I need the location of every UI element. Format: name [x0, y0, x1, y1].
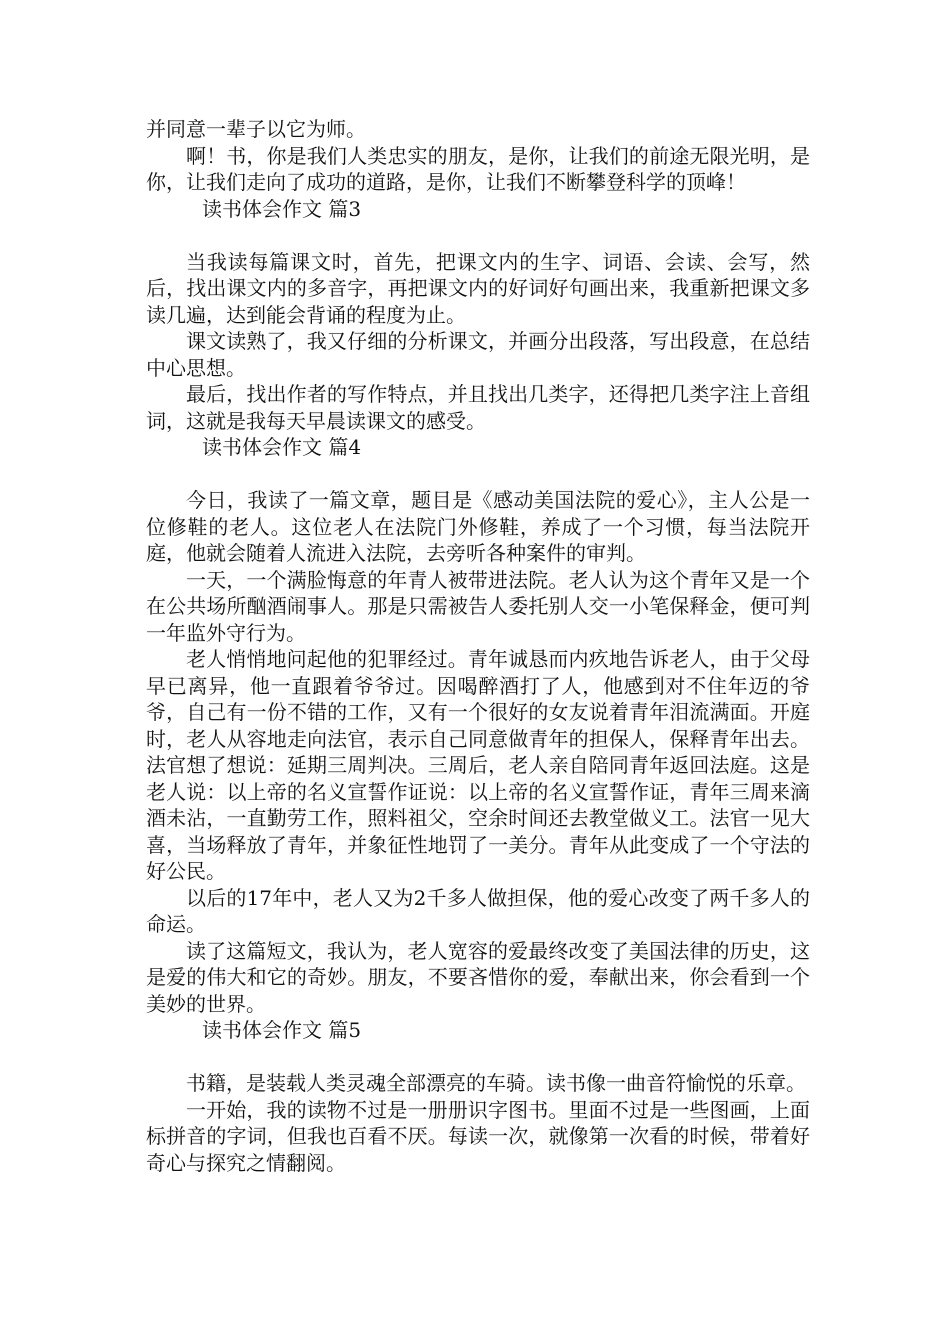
paragraph: 读了这篇短文，我认为，老人宽容的爱最终改变了美国法律的历史，这是爱的伟大和它的奇妙。朋友，不要吝惜你的爱，奉献出来，你会看到一个美妙的世界。 [146, 938, 810, 1016]
section-heading-5: 读书体会作文 篇5 [202, 1018, 362, 1042]
paragraph: 当我读每篇课文时，首先，把课文内的生字、词语、会读、会写，然后，找出课文内的多音字，再把课文内的好词好句画出来，我重新把课文多读几遍，达到能会背诵的程度为止。 [146, 249, 810, 327]
paragraph: 老人悄悄地问起他的犯罪经过。青年诚恳而内疚地告诉老人，由于父母早已离异，他一直跟着爷爷过。因喝醉酒打了人，他感到对不住年迈的爷爷，自己有一份不错的工作，又有一个很好的女友说着青年泪流满面。开庭时，老人从容地走向法官，表示自己同意做青年的担保人，保释青年出去。法官想了想说：延期三周判决。三周后，老人亲自陪同青年返回法庭。这是老人说：以上帝的名义宣誓作证说：以上帝的名义宣誓作证，青年三周来滴酒未沾，一直勤劳工作，照料祖父，空余时间还去教堂做义工。法官一见大喜，当场释放了青年，并象征性地罚了一美分。青年从此变成了一个守法的好公民。 [146, 647, 810, 883]
paragraph: 课文读熟了，我又仔细的分析课文，并画分出段落，写出段意，在总结中心思想。 [146, 329, 810, 380]
paragraph: 以后的17年中，老人又为2千多人做担保，他的爱心改变了两千多人的命运。 [146, 885, 810, 936]
paragraph: 一开始，我的读物不过是一册册识字图书。里面不过是一些图画，上面标拼音的字词，但我也百看不厌。每读一次，就像第一次看的时候，带着好奇心与探究之情翻阅。 [146, 1097, 810, 1175]
document-body [146, 116, 810, 1176]
section-heading-4: 读书体会作文 篇4 [202, 435, 362, 459]
paragraph: 并同意一辈子以它为师。 [146, 117, 366, 141]
paragraph: 最后，找出作者的写作特点，并且找出几类字，还得把几类字注上音组词，这就是我每天早晨读课文的感受。 [146, 382, 810, 433]
blank-line [146, 461, 810, 488]
paragraph: 今日，我读了一篇文章，题目是《感动美国法院的爱心》，主人公是一位修鞋的老人。这位老人在法院门外修鞋，养成了一个习惯，每当法院开庭，他就会随着人流进入法院，去旁听各种案件的审判。 [146, 488, 810, 565]
paragraph: 书籍，是装载人类灵魂全部漂亮的车骑。读书像一曲音符愉悦的乐章。 [186, 1071, 806, 1095]
paragraph: 啊！书，你是我们人类忠实的朋友，是你，让我们的前途无限光明，是你，让我们走向了成功的道路，是你，让我们不断攀登科学的顶峰！ [146, 143, 810, 194]
section-heading-3: 读书体会作文 篇3 [202, 196, 362, 221]
blank-line [146, 222, 810, 249]
paragraph: 一天，一个满脸悔意的年青人被带进法院。老人认为这个青年又是一个在公共场所酗酒闹事人。那是只需被告人委托别人交一小笔保释金，便可判一年监外守行为。 [146, 567, 810, 645]
blank-line [146, 1044, 810, 1071]
